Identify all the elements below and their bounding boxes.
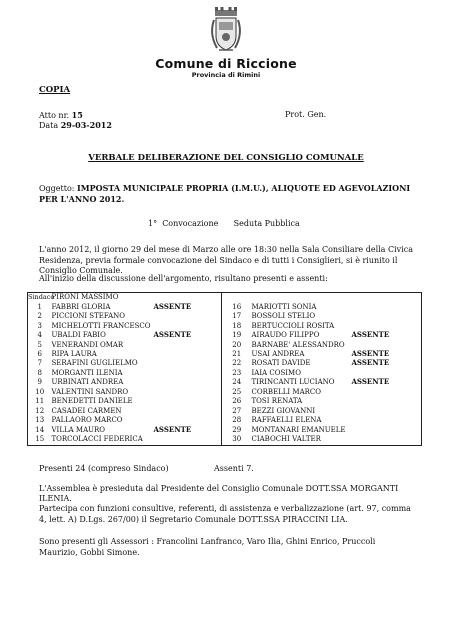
comune-name: Comune di Riccione [155, 56, 297, 71]
member-number: 27 [232, 406, 242, 415]
table-row [28, 435, 422, 445]
assenti-count: Assenti 7. [214, 464, 254, 473]
member-status: ASSENTE [351, 358, 390, 368]
member-number: 18 [232, 321, 242, 330]
member-status [352, 416, 422, 425]
member-status [154, 341, 222, 350]
member-number: 2 [37, 312, 42, 321]
member-name: MONTANARI EMANUELE [251, 425, 346, 434]
member-status [154, 397, 222, 406]
member-name: SERAFINI GUGLIELMO [51, 359, 138, 368]
member-name: UBALDI FABIO [51, 331, 106, 340]
member-name: PICCIONI STEFANO [51, 312, 126, 321]
member-name: BENEDETTI DANIELE [51, 397, 133, 406]
member-name: TIRINCANTI LUCIANO [251, 378, 335, 387]
member-number: 1 [37, 302, 42, 311]
atto-prefix: Atto nr. [39, 111, 70, 120]
members-table [27, 292, 422, 446]
member-number: 25 [232, 387, 242, 396]
member-name: RAFFAELLI ELENA [251, 416, 322, 425]
member-status [352, 388, 422, 397]
paragraph-intro: L'anno 2012, il giorno 29 del mese di Marzo alle ore 18:30 nella Sala Consiliare della Civica Residenza, previa formale convocazione del Sindaco e di tutti i Consiglieri, si è riunito il Consiglio Comunale. [39, 245, 413, 275]
convocazione-number: 1° [148, 219, 158, 228]
member-number: 7 [37, 359, 42, 368]
member-name: BERTUCCIOLI ROSITA [251, 321, 335, 330]
member-name: ROSATI DAVIDE [251, 359, 311, 368]
member-number: 29 [232, 425, 242, 434]
member-name: VILLA MAURO [51, 425, 106, 434]
table-row [28, 312, 422, 321]
member-number: 3 [37, 321, 42, 330]
member-name: TORCOLACCI FEDERICA [51, 435, 143, 444]
member-status: ASSENTE [154, 303, 222, 312]
member-name: VENERANDI OMAR [51, 340, 124, 349]
member-number: 26 [232, 397, 242, 406]
provincia-name: Provincia di Rimini [191, 71, 261, 79]
copia-label: COPIA [39, 85, 71, 95]
member-name: FABBRI GLORIA [51, 302, 111, 311]
member-name: TOSI RENATA [251, 397, 303, 406]
member-number: 11 [35, 397, 45, 406]
paragraph-presenti: All'inizio della discussione dell'argomento, risultano presenti e assenti: [39, 274, 328, 283]
member-number: 14 [35, 425, 45, 434]
member-name: BARNABE' ALESSANDRO [251, 340, 345, 349]
member-number: 9 [37, 378, 42, 387]
prot-gen: Prot. Gen. [285, 110, 327, 119]
paragraph-segretario: Partecipa con funzioni consultive, referenti, di assistenza e verbalizzazione (art. 97, comma 4, lett. A) D.Lgs. 267/00) il Segretario Comunale DOTT.SSA PIRACCINI LIA. [39, 504, 411, 524]
member-number: 6 [37, 349, 42, 358]
member-number: 19 [232, 331, 242, 340]
paragraph-assessori: Sono presenti gli Assessori : Francolini Lanfranco, Varo Ilia, Ghini Enrico, Pruccoli Maurizio, Gobbi Simone. [39, 537, 376, 557]
table-row [28, 416, 422, 425]
member-name: CIABOCHI VALTER [251, 435, 321, 444]
member-status: ASSENTE [351, 348, 390, 358]
member-status [154, 435, 222, 445]
member-number [222, 293, 252, 303]
member-number: 28 [232, 416, 242, 425]
member-status [352, 312, 422, 321]
member-name: PALLAORO MARCO [51, 416, 123, 425]
member-status [352, 397, 422, 406]
member-number: 10 [35, 387, 45, 396]
member-number: 8 [37, 368, 42, 377]
date-value: 29-03-2012 [60, 120, 112, 130]
member-status [352, 426, 422, 435]
member-name [252, 293, 352, 303]
member-number: 12 [35, 406, 45, 415]
member-name: USAI ANDREA [251, 349, 305, 358]
table-row [28, 293, 422, 303]
member-name: AIRAUDO FILIPPO [251, 331, 320, 340]
member-status [154, 388, 222, 397]
member-name: IAIA COSIMO [251, 368, 301, 377]
member-number: 16 [232, 302, 242, 311]
member-number: 4 [37, 331, 42, 340]
date-prefix: Data [39, 121, 59, 130]
atto-date [39, 120, 112, 131]
member-number: 24 [232, 378, 242, 387]
comune-crest [207, 6, 245, 54]
atto-value: 15 [71, 110, 83, 120]
oggetto-label: Oggetto: [39, 184, 75, 193]
member-status [154, 369, 222, 378]
table-row [28, 378, 422, 387]
table-row [28, 397, 422, 406]
member-number: 13 [35, 416, 45, 425]
member-number: 20 [232, 340, 242, 349]
member-status [352, 293, 422, 303]
member-name: CORBELLI MARCO [251, 387, 321, 396]
member-number: 30 [232, 435, 242, 444]
paragraph-presidente: L'Assemblea è presieduta dal Presidente del Consiglio Comunale DOTT.SSA MORGANTI ILENIA. [39, 484, 399, 503]
member-name: MARIOTTI SONIA [251, 302, 317, 311]
member-name: MICHELOTTI FRANCESCO [51, 321, 151, 330]
member-number: 23 [232, 368, 242, 377]
convocazione-label: Convocazione [162, 219, 219, 228]
member-number: 5 [37, 340, 42, 349]
member-status: ASSENTE [154, 426, 222, 435]
table-row [28, 303, 422, 312]
member-name: BEZZI GIOVANNI [251, 406, 316, 415]
oggetto-text: IMPOSTA MUNICIPALE PROPRIA (I.M.U.), ALIQUOTE ED AGEVOLAZIONI PER L'ANNO 2012. [39, 183, 411, 204]
table-row [28, 359, 422, 368]
member-number: Sindaco [28, 293, 55, 301]
member-name: VALENTINI SANDRO [51, 387, 129, 396]
member-status: ASSENTE [351, 330, 390, 340]
member-name: PIRONI MASSIMO [51, 293, 119, 301]
member-name: BOSSOLI STELIO [251, 312, 316, 321]
member-number: 17 [232, 312, 242, 321]
convocazione [148, 219, 300, 229]
member-name: RIPA LAURA [51, 349, 97, 358]
table-row [28, 331, 422, 340]
member-number: 15 [35, 435, 45, 444]
member-name: CASADEI CARMEN [51, 406, 122, 415]
member-status [154, 350, 222, 359]
member-number: 22 [232, 359, 242, 368]
verbale-title: VERBALE DELIBERAZIONE DEL CONSIGLIO COMUNALE [88, 153, 364, 163]
member-name: URBINATI ANDREA [51, 378, 124, 387]
member-status: ASSENTE [351, 377, 390, 387]
member-status [154, 407, 222, 416]
table-row [28, 388, 422, 397]
table-row [28, 407, 422, 416]
member-status [154, 359, 222, 368]
member-status: ASSENTE [154, 331, 222, 340]
oggetto [39, 183, 411, 205]
member-status [352, 303, 422, 312]
member-name: MORGANTI ILENIA [51, 368, 123, 377]
member-status [154, 312, 222, 321]
member-status [352, 407, 422, 416]
member-number: 21 [232, 349, 242, 358]
table-row [28, 426, 422, 435]
presenti-count: Presenti 24 (compreso Sindaco) [39, 464, 169, 473]
member-status [352, 435, 422, 445]
member-status [154, 378, 222, 387]
seduta-label: Seduta Pubblica [233, 219, 300, 228]
